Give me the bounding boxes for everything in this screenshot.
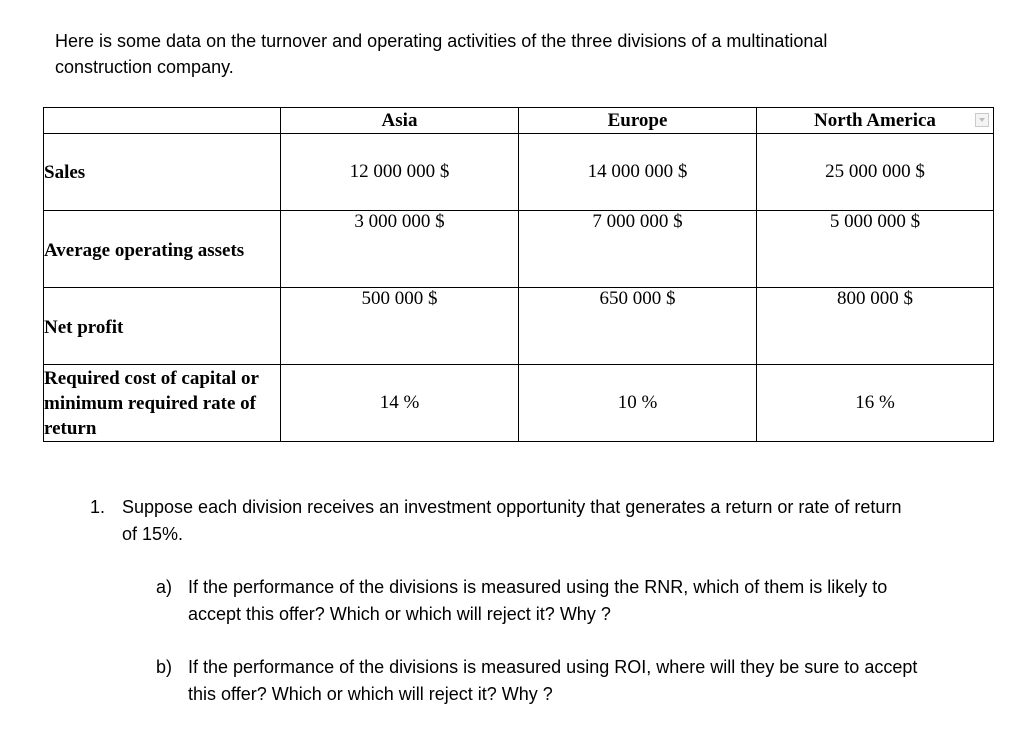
assets-asia: 3 000 000 $ xyxy=(281,211,519,288)
profit-europe: 650 000 $ xyxy=(519,288,757,365)
table-header-row xyxy=(44,108,994,134)
question-1-number: 1. xyxy=(90,497,106,517)
return-north-america: 16 % xyxy=(757,365,994,442)
row-label-required-return: Required cost of capital or minimum required rate of return xyxy=(44,365,281,442)
assets-north-america: 5 000 000 $ xyxy=(757,211,994,288)
return-europe: 10 % xyxy=(519,365,757,442)
table-row-average-operating-assets xyxy=(44,211,994,288)
sales-europe: 14 000 000 $ xyxy=(519,134,757,211)
header-europe: Europe xyxy=(519,108,757,134)
question-1-text: Suppose each division receives an investment opportunity that generates a return or rate of return of 15%. xyxy=(122,497,902,544)
question-b-label: b) xyxy=(156,657,173,677)
header-north-america-label: North America xyxy=(814,109,936,131)
dropdown-arrow-icon[interactable] xyxy=(975,113,989,127)
question-a xyxy=(156,574,928,628)
header-asia: Asia xyxy=(281,108,519,134)
table-row-sales xyxy=(44,134,994,211)
row-label-net-profit: Net profit xyxy=(44,288,281,365)
row-label-average-operating-assets: Average operating assets xyxy=(44,211,281,288)
question-a-text: If the performance of the divisions is measured using the RNR, which of them is likely to accept this offer? Which or which will reject it? Why ? xyxy=(188,577,888,624)
return-asia: 14 % xyxy=(281,365,519,442)
assets-europe: 7 000 000 $ xyxy=(519,211,757,288)
profit-north-america: 800 000 $ xyxy=(757,288,994,365)
header-empty-cell xyxy=(44,108,281,134)
question-b xyxy=(156,654,928,708)
profit-asia: 500 000 $ xyxy=(281,288,519,365)
table-row-required-return xyxy=(44,365,994,442)
question-b-text: If the performance of the divisions is measured using ROI, where will they be sure to accept this offer? Which or which will reject it? Why ? xyxy=(188,657,918,704)
question-a-label: a) xyxy=(156,577,173,597)
question-1 xyxy=(90,494,912,548)
sales-asia: 12 000 000 $ xyxy=(281,134,519,211)
sales-north-america: 25 000 000 $ xyxy=(757,134,994,211)
intro-text: Here is some data on the turnover and operating activities of the three divisions of a multinational construction company. xyxy=(55,31,828,77)
table-row-net-profit xyxy=(44,288,994,365)
division-data-table xyxy=(43,107,994,442)
header-north-america xyxy=(757,108,994,134)
row-label-sales: Sales xyxy=(44,134,281,211)
